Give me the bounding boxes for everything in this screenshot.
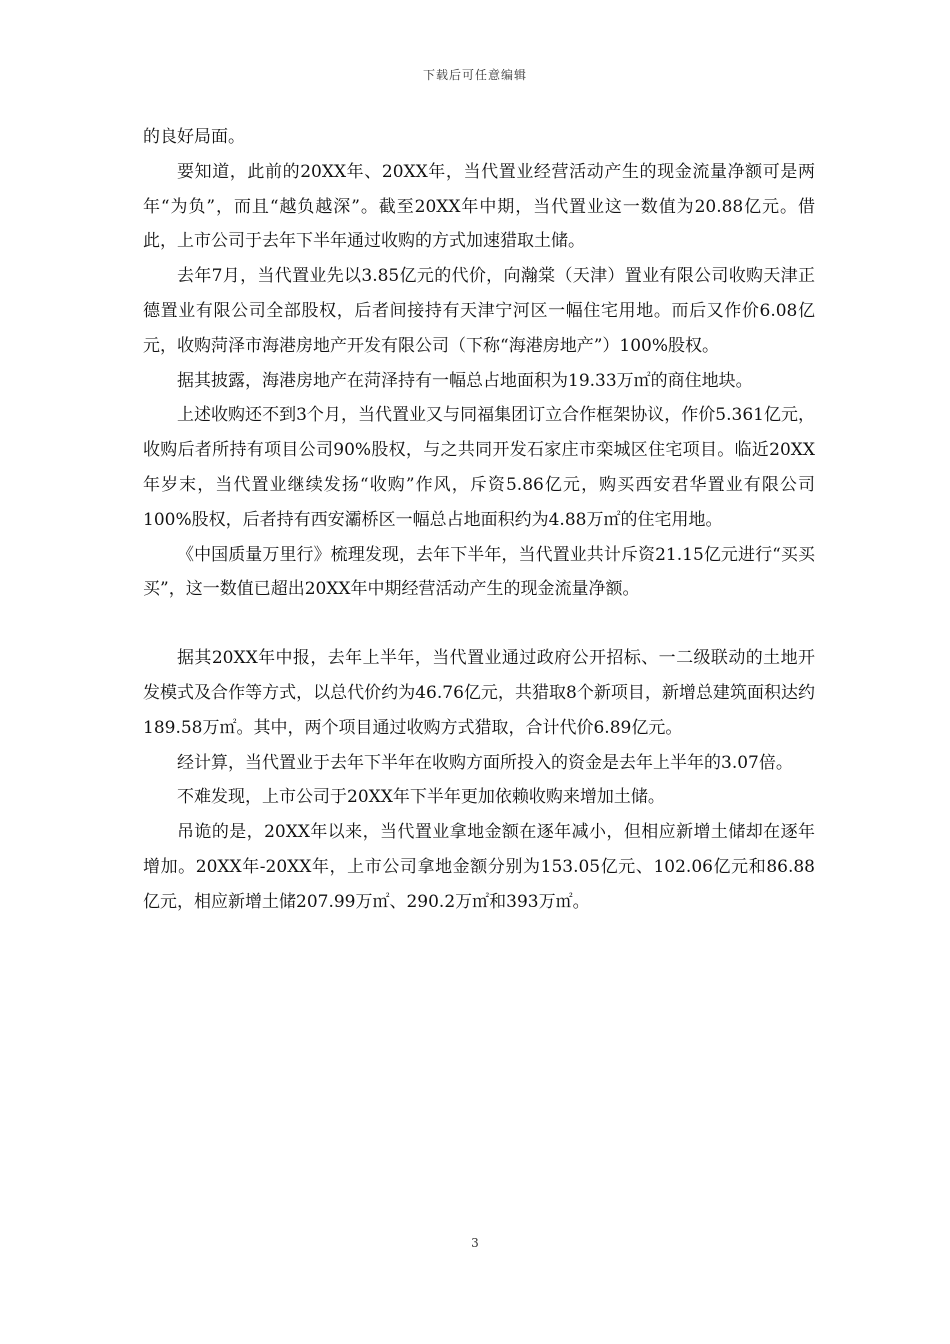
- document-body: [143, 120, 815, 920]
- paragraph: 经计算，当代置业于去年下半年在收购方面所投入的资金是去年上半年的3.07倍。: [177, 752, 793, 773]
- paragraph: 据其披露，海港房地产在菏泽持有一幅总占地面积为19.33万㎡的商住地块。: [177, 370, 753, 391]
- paragraph: 要知道，此前的20XX年、20XX年，当代置业经营活动产生的现金流量净额可是两年“为负”，而且“越负越深”。截至20XX年中期，当代置业这一数值为20.88亿元。借此，上市公司于去年下半年通过收购的方式加速猎取土储。: [143, 161, 815, 252]
- page-number: 3: [471, 1236, 479, 1250]
- paragraph: 据其20XX年中报，去年上半年，当代置业通过政府公开招标、一二级联动的土地开发模式及合作等方式，以总代价约为46.76亿元，共猎取8个新项目，新增总建筑面积达约189.58万㎡。其中，两个项目通过收购方式猎取，合计代价6.89亿元。: [143, 648, 815, 738]
- paragraph-continuation: 的良好局面。: [143, 127, 245, 147]
- paragraph-spacer: [143, 607, 815, 641]
- paragraph: 《中国质量万里行》梳理发现，去年下半年，当代置业共计斥资21.15亿元进行“买买买”，这一数值已超出20XX年中期经营活动产生的现金流量净额。: [143, 544, 815, 600]
- paragraph: 去年7月，当代置业先以3.85亿元的代价，向瀚棠（天津）置业有限公司收购天津正德置业有限公司全部股权，后者间接持有天津宁河区一幅住宅用地。而后又作价6.08亿元，收购菏泽市海港房地产开发有限公司（下称“海港房地产”）100%股权。: [143, 266, 815, 356]
- paragraph: 吊诡的是，20XX年以来，当代置业拿地金额在逐年减小，但相应新增土储却在逐年增加。20XX年-20XX年，上市公司拿地金额分别为153.05亿元、102.06亿元和86.88亿元，相应新增土储207.99万㎡、290.2万㎡和393万㎡。: [143, 822, 815, 912]
- paragraph: 不难发现，上市公司于20XX年下半年更加依赖收购来增加土储。: [177, 787, 665, 808]
- page-header: 下载后可任意编辑: [422, 68, 527, 82]
- paragraph: 上述收购还不到3个月，当代置业又与同福集团订立合作框架协议，作价5.361亿元，收购后者所持有项目公司90%股权，与之共同开发石家庄市栾城区住宅项目。临近20XX年岁末，当代置业继续发扬“收购”作风，斥资5.86亿元，购买西安君华置业有限公司100%股权，后者持有西安灞桥区一幅总占地面积约为4.88万㎡的住宅用地。: [143, 405, 815, 530]
